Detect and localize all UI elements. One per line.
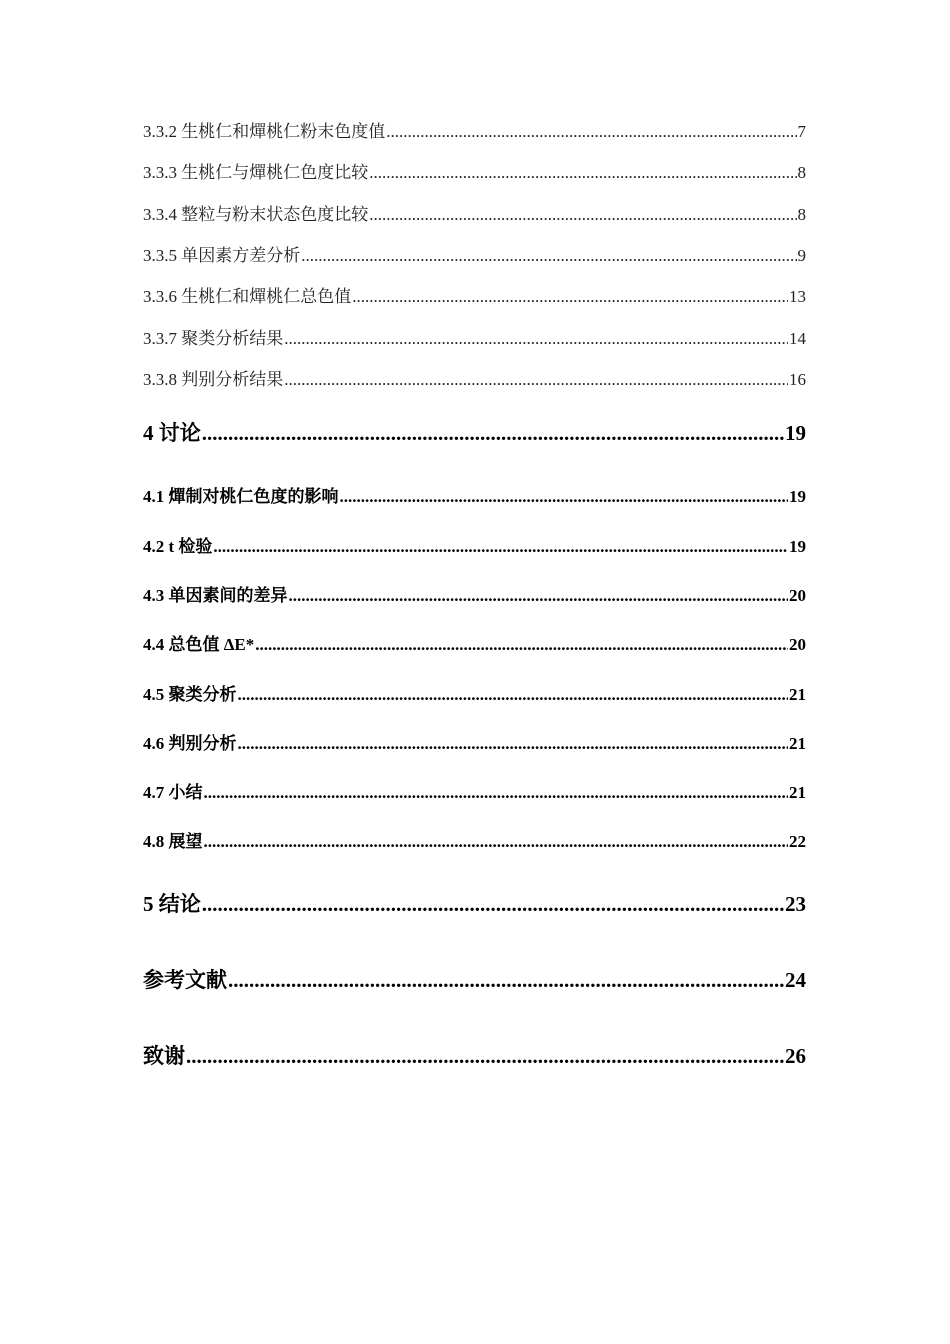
toc-entry-label: 3.3.3 生桃仁与燀桃仁色度比较: [143, 163, 369, 182]
dot-leader: [284, 370, 788, 390]
toc-entry-label: 参考文献: [143, 968, 227, 992]
toc-entry-label: 4.7 小结: [143, 783, 203, 802]
toc-entry-4-7[interactable]: [143, 778, 806, 803]
toc-entry-label: 致谢: [143, 1044, 185, 1068]
toc-entry-3-3-6[interactable]: [143, 282, 806, 307]
toc-entry-3-3-8[interactable]: [143, 365, 806, 390]
toc-entry-page: 24: [785, 968, 806, 992]
toc-entry-4-4[interactable]: [143, 630, 806, 655]
toc-entry-label: 3.3.2 生桃仁和燀桃仁粉末色度值: [143, 122, 386, 141]
toc-entry-page: 16: [789, 370, 806, 389]
dot-leader: [340, 487, 789, 507]
toc-entry-page: 8: [797, 205, 806, 224]
toc-entry-label: 4 讨论: [143, 421, 201, 445]
toc-entry-label: 4.3 单因素间的差异: [143, 586, 288, 605]
toc-entry-label: 4.1 燀制对桃仁色度的影响: [143, 487, 339, 506]
dot-leader: [284, 329, 788, 349]
toc-entry-label: 4.2 t 检验: [143, 537, 213, 556]
toc-entry-3-3-3[interactable]: [143, 158, 806, 183]
toc-entry-page: 14: [789, 329, 806, 348]
toc-references[interactable]: [143, 964, 806, 994]
dot-leader: [369, 205, 796, 225]
dot-leader: [386, 122, 796, 142]
toc-entry-page: 19: [789, 487, 806, 506]
toc-entry-page: 20: [789, 586, 806, 605]
toc-entry-3-3-7[interactable]: [143, 324, 806, 349]
dot-leader: [369, 163, 796, 183]
toc-chapter-5[interactable]: [143, 888, 806, 918]
toc-entry-label: 3.3.7 聚类分析结果: [143, 329, 284, 348]
dot-leader: [238, 685, 789, 705]
toc-entry-page: 26: [785, 1044, 806, 1068]
toc-entry-4-2[interactable]: [143, 532, 806, 557]
toc-chapter-4[interactable]: [143, 417, 806, 447]
toc-entry-page: 20: [789, 635, 806, 654]
dot-leader: [202, 892, 784, 917]
toc-entry-label: 3.3.6 生桃仁和燀桃仁总色值: [143, 287, 352, 306]
toc-entry-3-3-5[interactable]: [143, 241, 806, 266]
toc-entry-page: 13: [789, 287, 806, 306]
toc-acknowledgements[interactable]: [143, 1040, 806, 1070]
toc-entry-label: 4.5 聚类分析: [143, 685, 237, 704]
dot-leader: [255, 635, 788, 655]
dot-leader: [238, 734, 789, 754]
toc-entry-4-8[interactable]: [143, 827, 806, 852]
toc-entry-page: 23: [785, 892, 806, 916]
toc-entry-4-5[interactable]: [143, 680, 806, 705]
toc-entry-3-3-2[interactable]: [143, 117, 806, 142]
dot-leader: [213, 537, 788, 557]
toc-entry-3-3-4[interactable]: [143, 200, 806, 225]
dot-leader: [204, 832, 789, 852]
toc-entry-label: 4.4 总色值 ΔE*: [143, 635, 255, 654]
toc-entry-label: 5 结论: [143, 892, 201, 916]
toc-entry-page: 21: [789, 685, 806, 704]
dot-leader: [204, 783, 789, 803]
toc-entry-label: 4.8 展望: [143, 832, 203, 851]
toc-entry-page: 21: [789, 734, 806, 753]
dot-leader: [352, 287, 788, 307]
dot-leader: [301, 246, 796, 266]
toc-entry-label: 3.3.5 单因素方差分析: [143, 246, 301, 265]
dot-leader: [228, 968, 784, 993]
toc-entry-4-1[interactable]: [143, 482, 806, 507]
toc-entry-page: 22: [789, 832, 806, 851]
toc-entry-page: 19: [785, 421, 806, 445]
toc-entry-4-3[interactable]: [143, 581, 806, 606]
dot-leader: [186, 1044, 784, 1069]
dot-leader: [289, 586, 789, 606]
toc-entry-label: 4.6 判别分析: [143, 734, 237, 753]
toc-entry-page: 9: [797, 246, 806, 265]
toc-entry-page: 7: [797, 122, 806, 141]
toc-entry-4-6[interactable]: [143, 729, 806, 754]
toc-entry-page: 19: [789, 537, 806, 556]
toc-entry-label: 3.3.8 判别分析结果: [143, 370, 284, 389]
toc-entry-label: 3.3.4 整粒与粉末状态色度比较: [143, 205, 369, 224]
toc-entry-page: 21: [789, 783, 806, 802]
dot-leader: [202, 421, 784, 446]
toc-entry-page: 8: [797, 163, 806, 182]
